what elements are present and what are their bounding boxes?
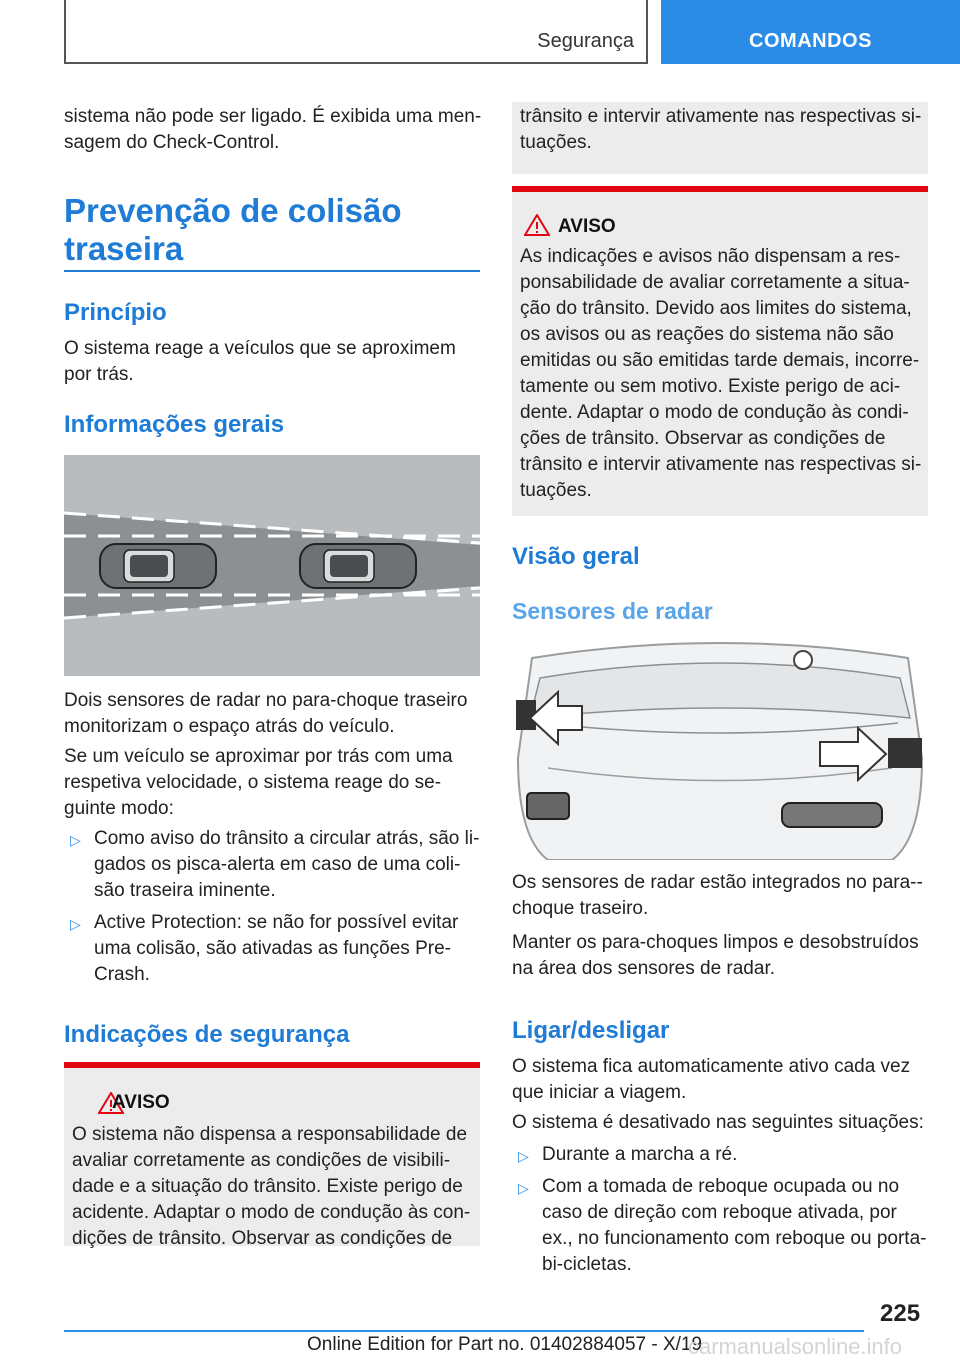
header-section-label: Segurança: [537, 30, 634, 52]
header-section-box: [64, 0, 648, 64]
radar-p2: Manter os para-choques limpos e desobstruídos na área dos sensores de radar.: [512, 932, 919, 979]
watermark: carmanualsonline.info: [688, 1334, 903, 1359]
warning-text: O sistema não dispensa a responsabilidade de avaliar corretamente as condições de visibili-dade e a situação do trânsito. Existe perigo de acidente. Adaptar o modo de condução às con-dições de trânsito. Observar as condições de: [72, 1124, 471, 1249]
overview-heading: Visão geral: [512, 543, 640, 570]
header-tab-label: COMANDOS: [749, 30, 872, 52]
onoff-p2: O sistema é desativado nas seguintes situações:: [512, 1112, 924, 1133]
left-bullet-1: Como aviso do trânsito a circular atrás, são li-gados os pisca-alerta em caso de uma coli-são traseira iminente.: [94, 828, 480, 901]
left-warning-box: [64, 1062, 480, 1249]
right-bullet-2: Com a tomada de reboque ocupada ou no caso de direção com reboque ativada, por ex., no funcionamento com reboque ou porta-bi-cicletas.: [542, 1176, 927, 1275]
safety-heading: Indicações de segurança: [64, 1021, 350, 1048]
principle-heading: Princípio: [64, 299, 167, 326]
footer-rule: [64, 1330, 864, 1332]
bullet-triangle-icon: ▷: [518, 1148, 529, 1164]
continued-box: [512, 102, 928, 174]
right-bullet-1: Durante a marcha a ré.: [542, 1144, 738, 1165]
car-front-icon: [300, 544, 416, 588]
onoff-p1: O sistema fica automaticamente ativo cada vez que iniciar a viagem.: [512, 1056, 911, 1103]
intro-text: sistema não pode ser ligado. É exibida uma men- sagem do Check-Control.: [64, 106, 482, 153]
title-rule: [64, 270, 480, 272]
radar-heading: Sensores de radar: [512, 598, 713, 624]
bullet-triangle-icon: ▷: [70, 832, 81, 848]
principle-text: O sistema reage a veículos que se aproximem por trás.: [64, 338, 456, 385]
rear-collision-illustration: [64, 455, 480, 676]
left-bullet-2: Active Protection: se não for possível evitar uma colisão, são ativadas as funções Pre-Crash.: [94, 912, 459, 985]
warning-text: As indicações e avisos não dispensam a res-ponsabilidade de avaliar corretamente a situa-ção do trânsito. Devido aos limites do sistema, os avisos ou as reações do sistema não são emitidas ou são emitidas tarde demais, incorre-tamente ou sem motivo. Existe perigo de aci-dente. Adaptar o modo de condução às condi-ções de trânsito. Observar as condições de trânsito e intervir ativamente nas respectivas si-tuações.: [520, 246, 922, 501]
right-warning-box: [512, 186, 928, 516]
bullet-triangle-icon: ▷: [70, 916, 81, 932]
onoff-heading: Ligar/desligar: [512, 1017, 670, 1044]
warning-title: AVISO: [112, 1092, 170, 1113]
page-number: 225: [880, 1300, 921, 1327]
bullet-triangle-icon: ▷: [518, 1180, 529, 1196]
general-p2: Se um veículo se aproximar por trás com uma respetiva velocidade, o sistema reage do se-guinte modo:: [64, 746, 453, 819]
page-title: Prevenção de colisão traseira: [64, 192, 402, 267]
warning-bar: [64, 1062, 480, 1068]
header-tab[interactable]: [661, 0, 960, 64]
general-heading: Informações gerais: [64, 411, 285, 438]
warning-title: AVISO: [558, 216, 616, 237]
general-p1: Dois sensores de radar no para-choque traseiro monitorizam o espaço atrás do veículo.: [64, 690, 468, 737]
warning-triangle-icon: [524, 214, 550, 236]
edition-text: Online Edition for Part no. 01402884057 - X/19: [307, 1334, 703, 1355]
car-rear-icon: [100, 544, 216, 588]
warning-bar: [512, 186, 928, 192]
radar-sensor-illustration: [512, 638, 928, 860]
continued-text: trânsito e intervir ativamente nas respectivas si-tuações.: [520, 106, 922, 153]
radar-p1: Os sensores de radar estão integrados no para--choque traseiro.: [512, 872, 923, 919]
